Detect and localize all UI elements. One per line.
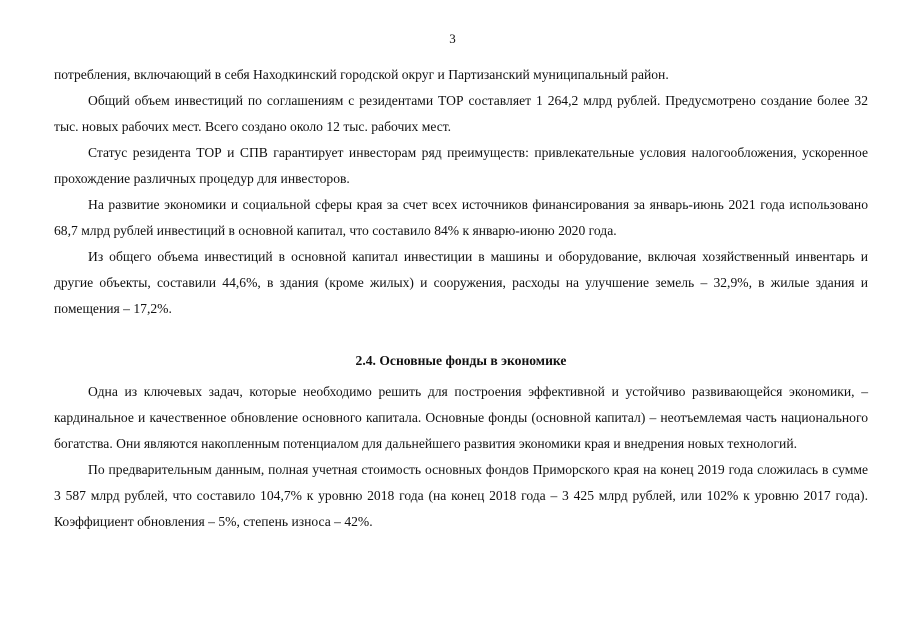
paragraph: Одна из ключевых задач, которые необходимо решить для построения эффективной и устойчиво развивающейся экономики, – кардинальное и качественное обновление основного капитала. Основные фонды (основной капитал) – неотъемлемая часть национального богатства. Они являются накопленным потенциалом для дальнейшего развития экономики края и внедрения новых технологий. [54,384,868,451]
paragraph: Общий объем инвестиций по соглашениям с резидентами ТОР составляет 1 264,2 млрд рублей. Предусмотрено создание более 32 тыс. новых рабочих мест. Всего создано около 12 тыс. рабочих мест. [54,93,868,134]
paragraph: Статус резидента ТОР и СПВ гарантирует инвесторам ряд преимуществ: привлекательные условия налогообложения, ускоренное прохождение различных процедур для инвесторов. [54,145,868,186]
paragraph: По предварительным данным, полная учетная стоимость основных фондов Приморского края на конец 2019 года сложилась в сумме 3 587 млрд рублей, что составило 104,7% к уровню 2018 года (на конец 2018 года – 3 425 млрд рублей, или 102% к уровню 2017 года). Коэффициент обновления – 5%, степень износа – 42%. [54,462,868,529]
paragraph: На развитие экономики и социальной сферы края за счет всех источников финансирования за январь-июнь 2021 года использовано 68,7 млрд рублей инвестиций в основной капитал, что составило 84% к январю-июню 2020 года. [54,197,868,238]
paragraph: потребления, включающий в себя Находкинский городской округ и Партизанский муниципальный район. [54,67,669,82]
page-number: 3 [449,31,456,46]
document-body [54,62,868,535]
section-heading: 2.4. Основные фонды в экономике [355,353,567,368]
paragraph: Из общего объема инвестиций в основной капитал инвестиции в машины и оборудование, включая хозяйственный инвентарь и другие объекты, составили 44,6%, в здания (кроме жилых) и сооружения, расходы на улучшение земель – 32,9%, в жилые здания и помещения – 17,2%. [54,249,868,316]
